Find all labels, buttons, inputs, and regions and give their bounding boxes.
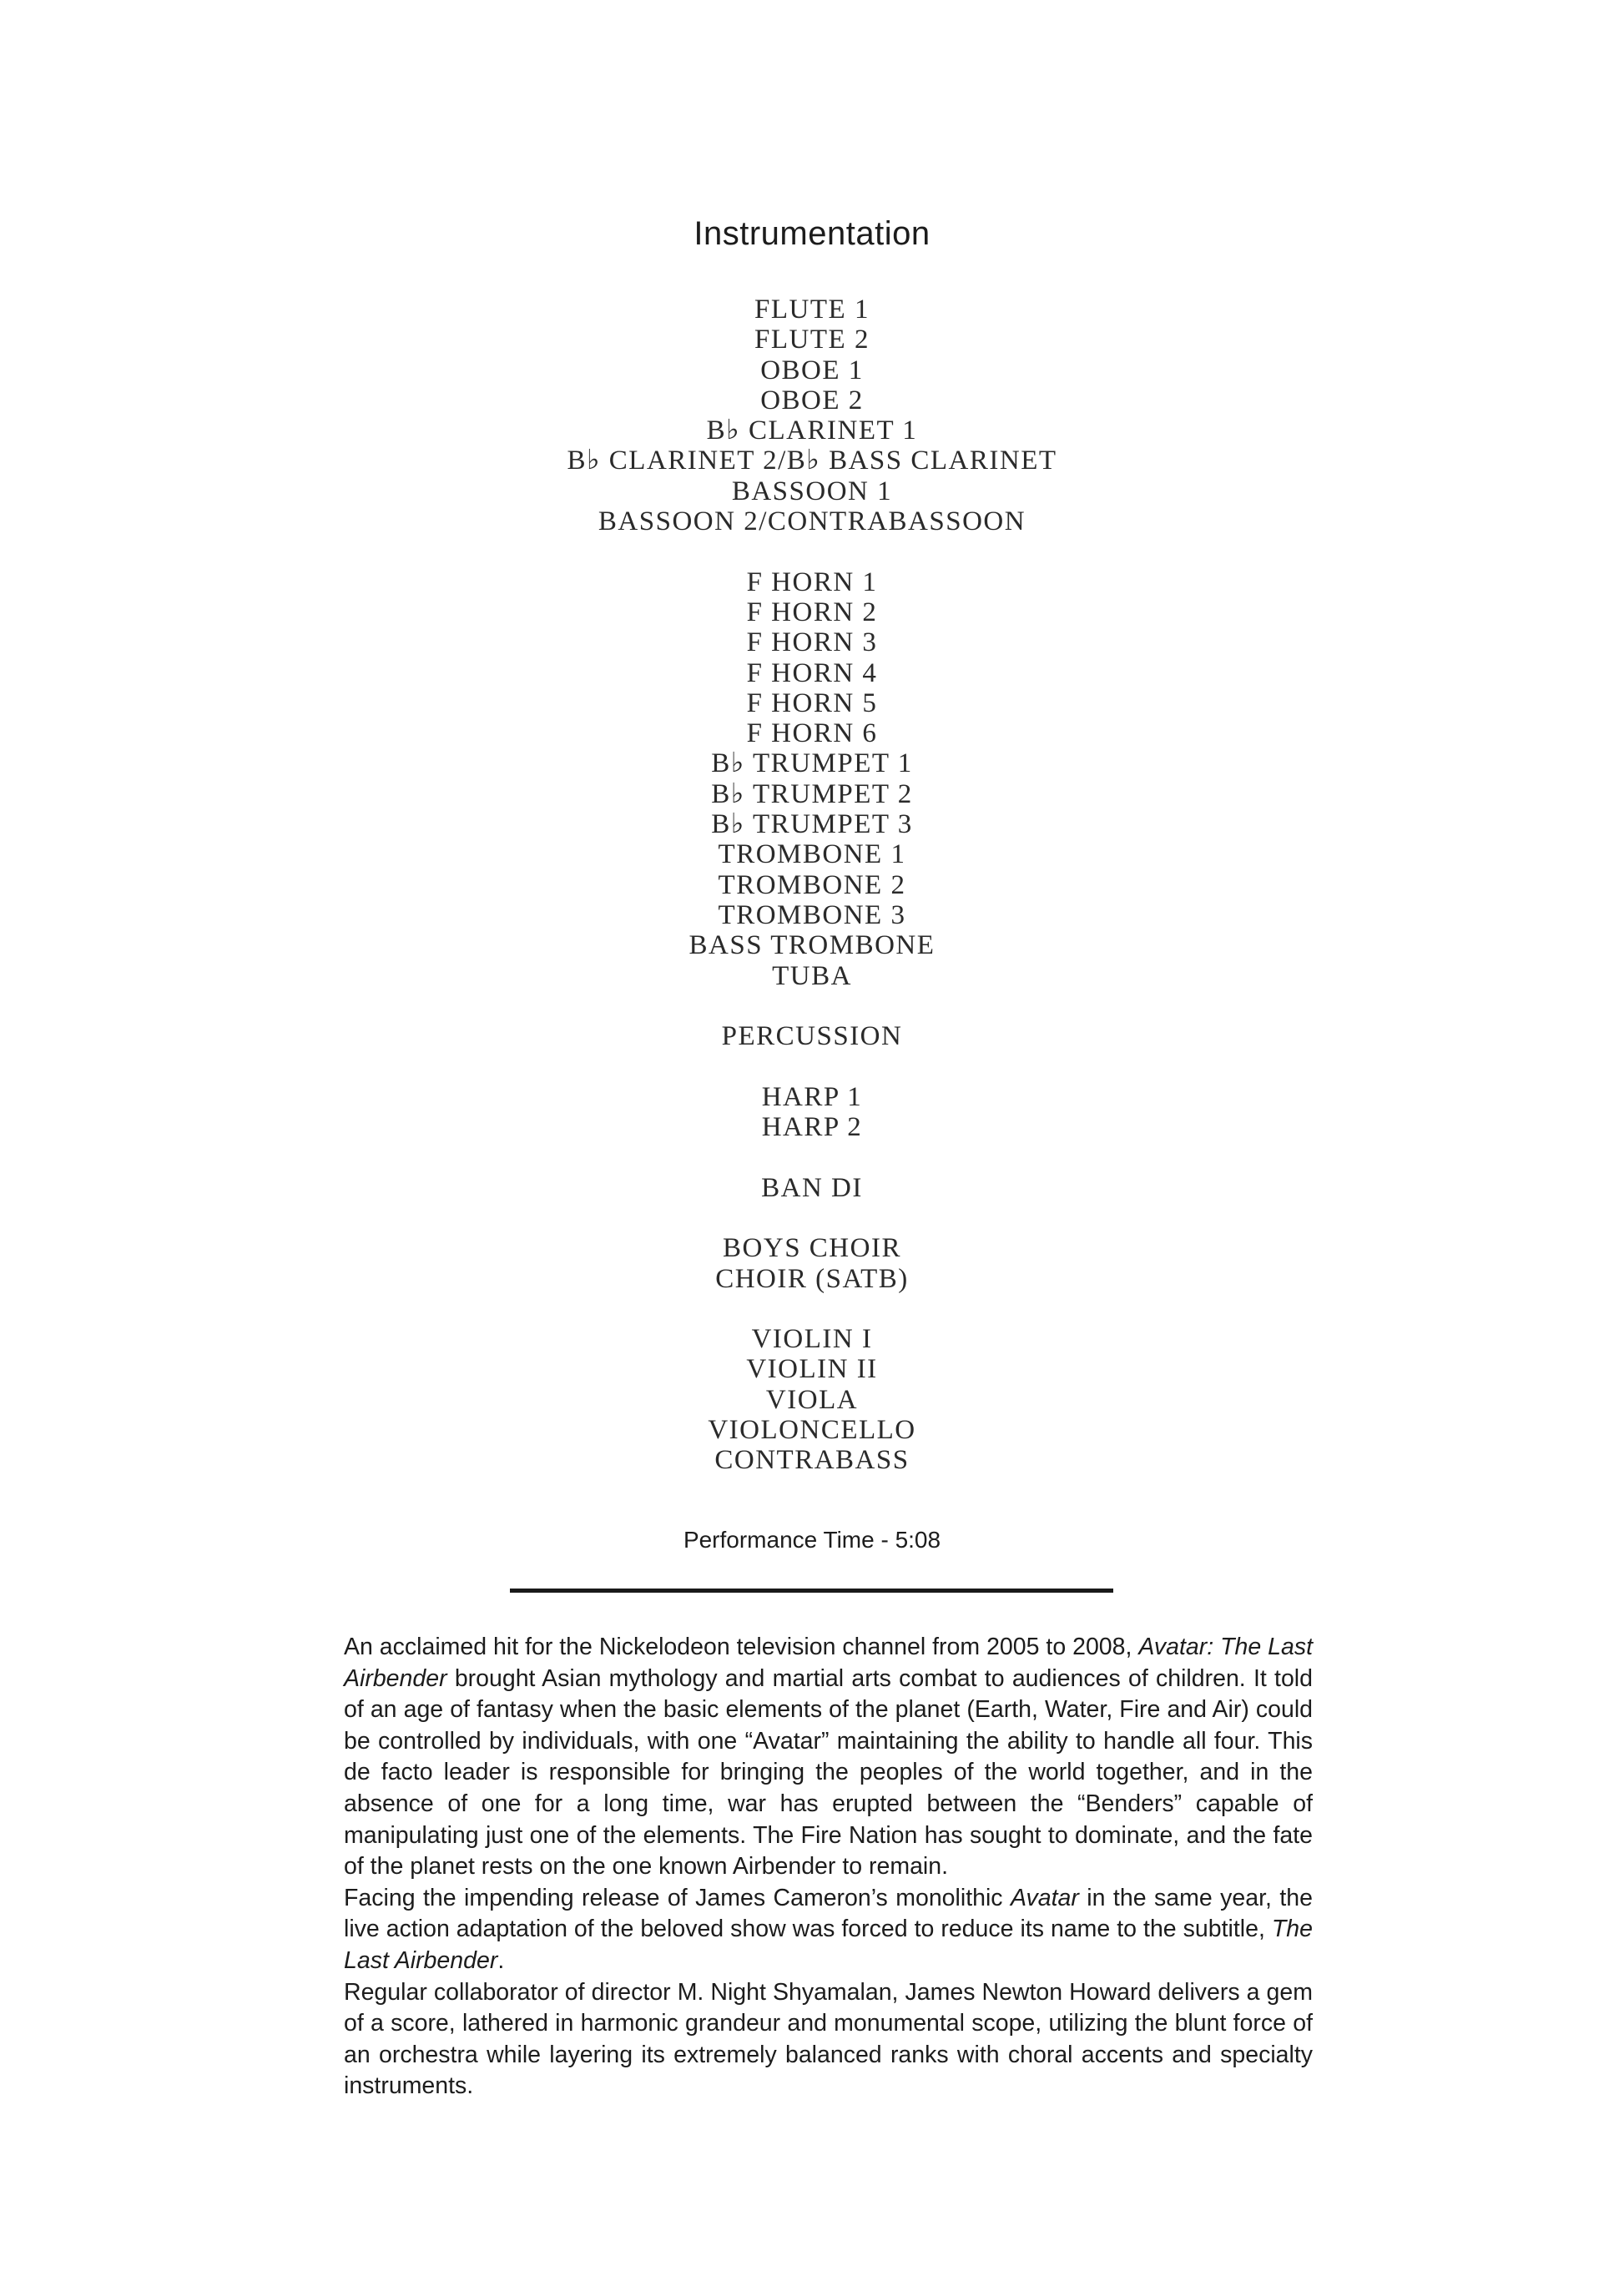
description-text-run: in the same year, the live action adaptation of the beloved show was forced to reduce its name to the subtitle,	[344, 1884, 1313, 1943]
instrument-group	[0, 295, 1624, 536]
instrument-item: B♭ TRUMPET 2	[711, 778, 913, 809]
instrument-item: BAN DI	[761, 1172, 863, 1203]
instrument-list	[0, 295, 1624, 1476]
description-paragraph-1	[344, 1632, 1313, 1883]
instrument-item: FLUTE 2	[754, 325, 870, 355]
description-text-run: An acclaimed hit for the Nickelodeon television channel from 2005 to 2008,	[344, 1634, 1139, 1660]
instrument-group	[0, 1082, 1624, 1143]
instrument-item: F HORN 2	[746, 597, 878, 627]
instrument-item: F HORN 4	[746, 657, 878, 688]
instrument-item: OBOE 1	[760, 355, 864, 385]
divider-rule	[510, 1589, 1113, 1593]
description-text-run: brought Asian mythology and martial arts combat to audiences of children. It told of an age of fantasy when the basic elements of the planet (Earth, Water, Fire and Air) could be controlled by individuals, with one “Avatar” maintaining the ability to handle all four. This de facto leader is responsible for bringing the peoples of the world together, and in the absence of one for a long time, war has erupted between the “Benders” capable of manipulating just one of the elements. The Fire Nation has sought to dominate, and the fate of the planet rests on the one known Airbender to remain.	[344, 1664, 1313, 1881]
instrument-item: VIOLA	[765, 1384, 859, 1415]
instrument-item: OBOE 2	[760, 385, 864, 415]
instrument-item: TUBA	[772, 960, 852, 991]
instrument-item: TROMBONE 2	[718, 869, 906, 900]
instrument-group	[0, 1324, 1624, 1475]
film-title-italic: Avatar	[1011, 1884, 1079, 1911]
description-paragraph-3: Regular collaborator of director M. Night Shyamalan, James Newton Howard delivers a gem of a score, lathered in harmonic grandeur and monumental scope, utilizing the blunt force of an orchestra while layering its extremely balanced ranks with choral accents and specialty instruments.	[344, 1978, 1313, 2100]
instrument-item: B♭ CLARINET 2/B♭ BASS CLARINET	[567, 446, 1057, 476]
instrument-item: FLUTE 1	[754, 295, 870, 325]
instrument-item: CONTRABASS	[714, 1445, 910, 1476]
instrument-item: VIOLONCELLO	[708, 1414, 916, 1445]
description-text	[344, 1632, 1313, 2102]
instrument-item: B♭ CLARINET 1	[706, 415, 918, 446]
instrument-item: B♭ TRUMPET 3	[711, 809, 913, 840]
page-title: Instrumentation	[693, 215, 931, 252]
instrument-item: VIOLIN I	[751, 1324, 873, 1355]
instrument-item: B♭ TRUMPET 1	[711, 748, 913, 779]
show-title-italic: Avatar: The Last Airbender	[344, 1634, 1313, 1692]
description-text-run: Facing the impending release of James Cameron’s monolithic	[344, 1884, 1011, 1911]
instrument-item: F HORN 1	[746, 566, 878, 597]
description-text-run: .	[497, 1946, 505, 1974]
instrument-item: BOYS CHOIR	[723, 1233, 901, 1264]
instrument-item: TROMBONE 1	[718, 839, 906, 870]
instrument-item: BASSOON 2/CONTRABASSOON	[598, 506, 1026, 537]
instrument-item: F HORN 5	[746, 687, 878, 718]
instrument-group	[0, 1233, 1624, 1294]
instrument-item: HARP 2	[761, 1112, 863, 1143]
description-paragraph-2	[344, 1883, 1313, 1977]
instrument-item: BASSOON 1	[731, 476, 893, 506]
instrument-group	[0, 1173, 1624, 1203]
instrument-group	[0, 567, 1624, 991]
instrument-item: F HORN 6	[746, 718, 878, 749]
instrument-item: HARP 1	[761, 1081, 863, 1112]
instrument-item: BASS TROMBONE	[688, 930, 936, 961]
instrument-item: VIOLIN II	[746, 1354, 878, 1385]
instrument-group	[0, 1021, 1624, 1051]
film-title-italic: The Last Airbender	[344, 1916, 1313, 1974]
instrument-item: TROMBONE 3	[718, 899, 906, 930]
performance-time: Performance Time - 5:08	[683, 1527, 941, 1553]
instrument-item: F HORN 3	[746, 627, 878, 658]
instrument-item: CHOIR (SATB)	[715, 1263, 909, 1294]
instrument-item: PERCUSSION	[721, 1021, 903, 1052]
